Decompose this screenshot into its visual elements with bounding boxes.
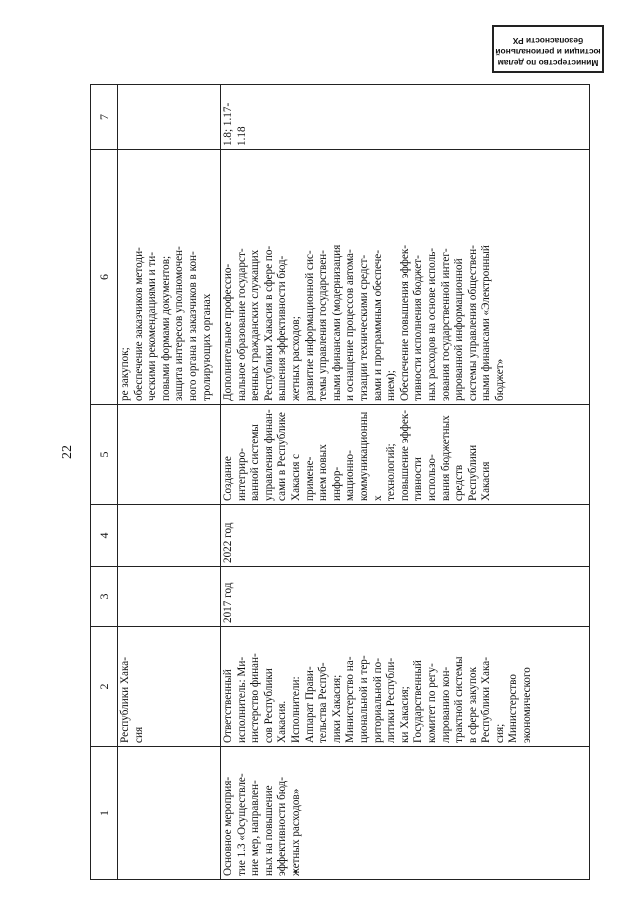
rotated-table-container xyxy=(90,85,590,880)
registration-stamp xyxy=(492,25,604,73)
table-cell: Дополнительное профессио- нальное образование государст- венных гражданских служащих Республики Хакасия в сфере по- вышения эффективности бюд- жетных расходов; развитие информационной сис- темы управления государствен- ными финансами (модернизация и оснащение процессов автома- тизации техническими средст- вами и программным обеспече- нием); Обеспечение повышения эффек- тивности исполнения бюджет- ных расходов на основе исполь- зования государственной интег- рированной информационной системы управления обществен- ными финансами «Электронный бюджет» xyxy=(221,150,590,405)
table-cell: Создание интегриро- ванной системы управления финан- сами в Республике Хакасия с примене- нием новых инфор- мационно- коммуникационных технологий; повышение эффек- тивности использо- вания бюджетных средств Республики Хакасия xyxy=(221,405,590,505)
header-cell: 3 xyxy=(91,567,118,627)
table-row xyxy=(221,85,590,880)
header-row xyxy=(91,85,118,880)
table-cell xyxy=(118,405,221,505)
table-cell xyxy=(118,85,221,150)
table-cell: 2017 год xyxy=(221,567,590,627)
header-cell: 6 xyxy=(91,150,118,405)
table-cell: 1.8; 1.17-1.18 xyxy=(221,85,590,150)
stamp-line: безопасности РХ xyxy=(512,36,584,46)
header-cell: 5 xyxy=(91,405,118,505)
table-cell xyxy=(118,567,221,627)
table-cell: 2022 год xyxy=(221,505,590,567)
table-cell xyxy=(118,747,221,880)
program-table xyxy=(90,84,590,880)
table-cell: Республики Хака- сия xyxy=(118,627,221,747)
table-row xyxy=(118,85,221,880)
stamp-line: юстиции и региональной xyxy=(495,47,601,57)
table-cell: Основное мероприя- тие 1.3 «Осуществле- ние мер, направлен- ных на повышение эффективности бюд- жетных расходов» xyxy=(221,747,590,880)
header-cell: 1 xyxy=(91,747,118,880)
header-cell: 7 xyxy=(91,85,118,150)
table-cell: ре закупок; обеспечение заказчиков методи- ческими рекомендациями и ти- повыми формами документов; защита интересов уполномочен- ного органа и заказчиков в кон- тролирующих органах xyxy=(118,150,221,405)
stamp-line: Министерство по делам xyxy=(497,58,599,68)
table-cell: Ответственный исполнитель: Ми- нистерство финан- сов Республики Хакасия. Исполнители: Аппарат Прави- тельства Респуб- лики Хакасия; Министерство на- циональной и тер- риториальной по- литики Республи- ки Хакасия; Государственный комитет по регу- лированию кон- трактной системы в сфере закупок Республики Хака- сия; Министерство экономического xyxy=(221,627,590,747)
header-cell: 4 xyxy=(91,505,118,567)
page-number: 22 xyxy=(60,445,75,459)
table-cell xyxy=(118,505,221,567)
header-cell: 2 xyxy=(91,627,118,747)
